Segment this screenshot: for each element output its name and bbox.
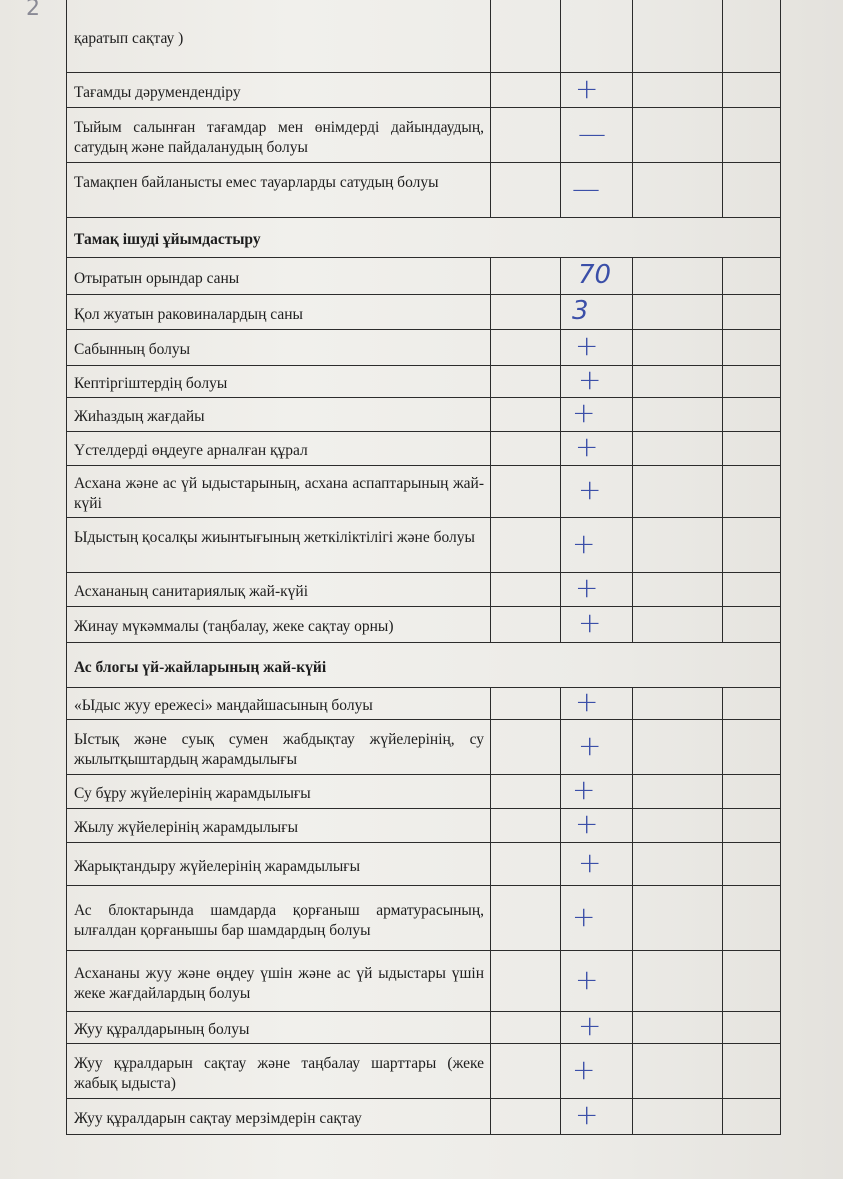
- column-divider: [560, 295, 561, 330]
- column-divider: [560, 720, 561, 775]
- column-divider: [490, 809, 491, 843]
- criterion-text: Кептіргіштердің болуы: [74, 375, 228, 392]
- handwritten-mark: 70: [578, 259, 612, 290]
- handwritten-mark: 3: [572, 295, 589, 326]
- column-divider: [490, 432, 491, 466]
- column-divider: [722, 1012, 723, 1044]
- column-divider: [490, 163, 491, 218]
- criterion-text: Ыстық және суық сумен жабдықтау жүйелерінің, су жылытқыштардың жарамдылығы: [74, 730, 484, 768]
- criterion-text: Асхананы жуу және өңдеу үшін және ас үй ыдыстары үшін жеке жағдайлардың болуы: [74, 964, 484, 1002]
- column-divider: [490, 573, 491, 607]
- column-divider: [560, 607, 561, 643]
- column-divider: [632, 108, 633, 163]
- criterion-text: Тағамды дәрумендендіру: [74, 83, 241, 101]
- handwritten-mark: +: [572, 773, 596, 806]
- criterion-text: Жиһаздың жағдайы: [74, 408, 205, 425]
- column-divider: [490, 1012, 491, 1044]
- handwritten-mark: +: [578, 363, 602, 396]
- criterion-text: Ас блоктарында шамдарда қорғаныш арматурасының, ылғалдан қорғанышы бар шамдардың болуы: [74, 901, 484, 939]
- section-title: Ас блогы үй-жайларының жай-күйі: [74, 658, 327, 676]
- column-divider: [632, 1044, 633, 1099]
- handwritten-mark: —: [572, 171, 600, 205]
- column-divider: [560, 518, 561, 573]
- criterion-text: «Ыдыс жуу ережесі» маңдайшасының болуы: [74, 697, 373, 714]
- column-divider: [632, 573, 633, 607]
- column-divider: [632, 73, 633, 108]
- column-divider: [722, 366, 723, 398]
- column-divider: [560, 73, 561, 108]
- column-divider: [632, 398, 633, 432]
- column-divider: [722, 688, 723, 720]
- criterion-text: Үстелдерді өңдеуге арналған құрал: [74, 442, 308, 459]
- handwritten-mark: +: [575, 430, 599, 463]
- column-divider: [490, 466, 491, 518]
- handwritten-mark: +: [572, 396, 596, 429]
- column-divider: [560, 1044, 561, 1099]
- column-divider: [722, 330, 723, 366]
- handwritten-mark: +: [578, 728, 602, 762]
- criterion-text: Ыдыстың қосалқы жиынтығының жеткіліктілігі және болуы: [74, 528, 475, 546]
- column-divider: [490, 720, 491, 775]
- column-divider: [632, 886, 633, 951]
- column-divider: [632, 809, 633, 843]
- column-divider: [560, 398, 561, 432]
- column-divider: [490, 843, 491, 886]
- column-divider: [722, 1044, 723, 1099]
- column-divider: [560, 330, 561, 366]
- column-divider: [560, 1012, 561, 1044]
- column-divider: [722, 258, 723, 295]
- criterion-text: Жинау мүкәммалы (таңбалау, жеке сақтау орны): [74, 618, 394, 635]
- handwritten-mark: +: [572, 1052, 596, 1086]
- column-divider: [632, 0, 633, 73]
- handwritten-mark: +: [575, 685, 599, 718]
- column-divider: [490, 330, 491, 366]
- handwritten-mark: +: [575, 807, 599, 840]
- handwritten-mark: +: [572, 899, 596, 933]
- column-divider: [560, 163, 561, 218]
- criterion-text: Жуу құралдарын сақтау мерзімдерін сақтау: [74, 1110, 362, 1127]
- column-divider: [722, 573, 723, 607]
- column-divider: [722, 295, 723, 330]
- handwritten-mark: +: [578, 606, 602, 639]
- column-divider: [560, 466, 561, 518]
- column-divider: [560, 843, 561, 886]
- column-divider: [722, 0, 723, 73]
- column-divider: [722, 775, 723, 809]
- column-divider: [490, 108, 491, 163]
- column-divider: [722, 886, 723, 951]
- column-divider: [722, 108, 723, 163]
- criterion-text: Жуу құралдарын сақтау және таңбалау шарттары (жеке жабық ыдыста): [74, 1054, 484, 1092]
- handwritten-mark: +: [575, 1098, 599, 1131]
- handwritten-mark: +: [575, 71, 599, 105]
- criterion-text: Су бұру жүйелерінің жарамдылығы: [74, 785, 311, 802]
- column-divider: [722, 1099, 723, 1135]
- column-divider: [560, 432, 561, 466]
- column-divider: [560, 573, 561, 607]
- criterion-text: Қол жуатын раковиналардың саны: [74, 305, 303, 323]
- column-divider: [632, 432, 633, 466]
- column-divider: [722, 398, 723, 432]
- column-divider: [632, 775, 633, 809]
- handwritten-mark: —: [578, 116, 606, 150]
- criterion-text: қаратып сақтау ): [74, 29, 184, 47]
- column-divider: [722, 466, 723, 518]
- column-divider: [722, 720, 723, 775]
- handwritten-mark: +: [578, 473, 602, 506]
- criterion-text: Тыйым салынған тағамдар мен өнімдерді дайындаудың, сатудың және пайдаланудың болуы: [74, 118, 484, 156]
- column-divider: [632, 720, 633, 775]
- criterion-text: Асхананың санитариялық жай-күйі: [74, 583, 308, 600]
- column-divider: [632, 951, 633, 1012]
- column-divider: [560, 886, 561, 951]
- column-divider: [560, 688, 561, 720]
- column-divider: [632, 843, 633, 886]
- column-divider: [632, 366, 633, 398]
- column-divider: [632, 607, 633, 643]
- handwritten-mark: +: [575, 329, 599, 362]
- column-divider: [490, 366, 491, 398]
- column-divider: [490, 258, 491, 295]
- criterion-text: Жарықтандыру жүйелерінің жарамдылығы: [74, 857, 361, 875]
- column-divider: [722, 163, 723, 218]
- column-divider: [560, 258, 561, 295]
- handwritten-mark: +: [578, 845, 602, 879]
- handwritten-mark: +: [575, 571, 599, 604]
- column-divider: [560, 366, 561, 398]
- criterion-text: Асхана және ас үй ыдыстарының, асхана аспаптарының жай-күйі: [74, 475, 484, 512]
- column-divider: [490, 518, 491, 573]
- column-divider: [722, 607, 723, 643]
- column-divider: [560, 775, 561, 809]
- criterion-text: Тамақпен байланысты емес тауарларды сатудың болуы: [74, 173, 439, 191]
- column-divider: [632, 295, 633, 330]
- column-divider: [722, 843, 723, 886]
- column-divider: [560, 1099, 561, 1135]
- section-title: Тамақ ішуді ұйымдастыру: [74, 231, 261, 248]
- handwritten-mark: +: [578, 1009, 602, 1042]
- column-divider: [560, 951, 561, 1012]
- column-divider: [490, 1044, 491, 1099]
- handwritten-mark: +: [572, 526, 596, 560]
- column-divider: [490, 1099, 491, 1135]
- column-divider: [560, 809, 561, 843]
- column-divider: [490, 295, 491, 330]
- column-divider: [490, 73, 491, 108]
- page-number: 2: [26, 0, 40, 21]
- table-border-right: [780, 0, 781, 1135]
- column-divider: [560, 0, 561, 73]
- handwritten-mark: +: [575, 962, 599, 996]
- inspection-table: [66, 0, 780, 1135]
- column-divider: [632, 466, 633, 518]
- column-divider: [490, 886, 491, 951]
- column-divider: [632, 688, 633, 720]
- criterion-text: Сабынның болуы: [74, 341, 191, 358]
- column-divider: [722, 73, 723, 108]
- column-divider: [722, 432, 723, 466]
- column-divider: [632, 258, 633, 295]
- column-divider: [632, 330, 633, 366]
- table-border-left: [66, 0, 67, 1135]
- column-divider: [632, 518, 633, 573]
- criterion-text: Отыратын орындар саны: [74, 269, 240, 287]
- column-divider: [490, 398, 491, 432]
- column-divider: [490, 775, 491, 809]
- column-divider: [490, 951, 491, 1012]
- column-divider: [722, 809, 723, 843]
- column-divider: [632, 163, 633, 218]
- criterion-text: Жуу құралдарының болуы: [74, 1021, 250, 1038]
- column-divider: [722, 951, 723, 1012]
- column-divider: [632, 1012, 633, 1044]
- column-divider: [560, 108, 561, 163]
- column-divider: [490, 0, 491, 73]
- column-divider: [490, 607, 491, 643]
- criterion-text: Жылу жүйелерінің жарамдылығы: [74, 819, 298, 836]
- column-divider: [490, 688, 491, 720]
- column-divider: [722, 518, 723, 573]
- column-divider: [632, 1099, 633, 1135]
